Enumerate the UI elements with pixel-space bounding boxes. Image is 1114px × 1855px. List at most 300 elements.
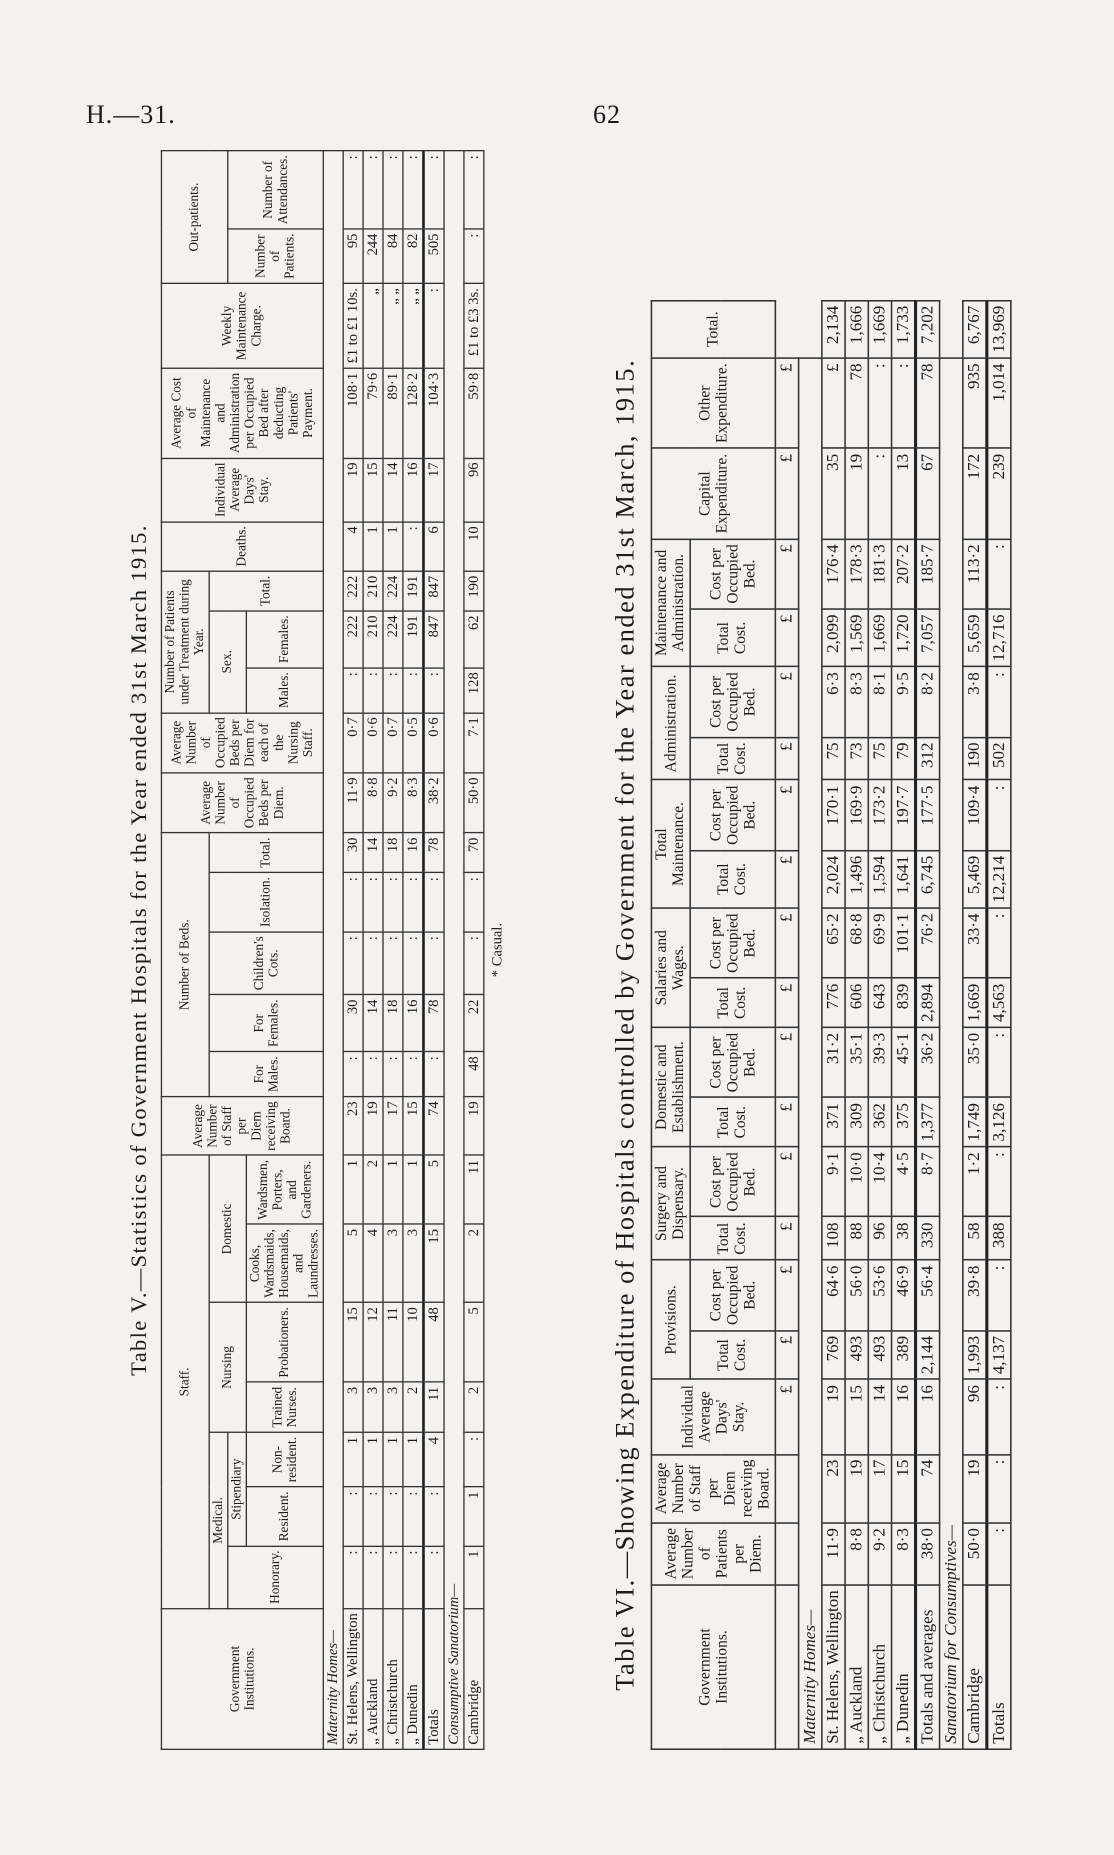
t5-group-staff: Staff. xyxy=(161,1155,209,1608)
t5-col-occ-staff: Average Number of Occupied Beds per Diem for each of the Nursing Staff. xyxy=(161,713,323,773)
t6-cell: 56·4 xyxy=(916,1260,940,1330)
t6-cell: 5,469 xyxy=(963,850,987,908)
t6-unit-cell: £ xyxy=(775,1260,798,1330)
t5-col-pmales: Males. xyxy=(246,668,323,713)
t6-row-3 xyxy=(892,300,916,1749)
t6-col-total-cost: Total Cost. xyxy=(690,978,775,1027)
t5-group-beds: Number of Beds. xyxy=(161,833,209,1097)
t6-cell: 15 xyxy=(845,1380,868,1455)
table-vi-title: Table VI.—Showing Expenditure of Hospitals controlled by Government for the Year ended 31st March, 1915. xyxy=(610,358,640,1691)
t6-cell: : xyxy=(987,539,1011,609)
t5-cell: 78 xyxy=(423,995,444,1052)
t5-cell: : xyxy=(383,1487,403,1546)
t5-cell: 4 xyxy=(423,1432,444,1487)
t6-row-0 xyxy=(822,300,845,1749)
t6-unit-cell: £ xyxy=(775,1330,798,1379)
t5-cell: 48 xyxy=(464,1052,484,1097)
t5-cell: : xyxy=(423,1546,444,1609)
t5-col-nonresident: Non-resident. xyxy=(246,1432,323,1487)
t5-cell: 16 xyxy=(403,833,424,873)
t6-cell: 371 xyxy=(822,1098,845,1147)
t6-cell: 170·1 xyxy=(822,780,845,850)
t5-cell: 59·8 xyxy=(464,368,484,458)
t6-col-total-cost: Total Cost. xyxy=(690,1217,775,1260)
t6-cell: 53·6 xyxy=(868,1260,891,1330)
t6-cell: 50·0 xyxy=(963,1523,987,1585)
t6-unit-cell: £ xyxy=(775,1027,798,1097)
t5-col-weekly: Weekly Maintenance Charge. xyxy=(161,283,323,368)
t6-cell: 606 xyxy=(845,978,868,1027)
t5-cell: 18 xyxy=(383,995,403,1052)
t6-cell: 1,720 xyxy=(892,609,916,667)
t5-cell: 12 xyxy=(363,1303,383,1383)
t5-cell: 10 xyxy=(464,522,484,571)
t6-group-domestic: Domestic and Establishment. xyxy=(651,1027,690,1146)
t5-cell: 16 xyxy=(403,995,424,1052)
t6-cell: 1,993 xyxy=(963,1330,987,1379)
t6-cell: 78 xyxy=(916,358,940,448)
t6-cell: 3,126 xyxy=(987,1098,1011,1147)
t6-cell: 96 xyxy=(868,1217,891,1260)
t6-cell: 7,202 xyxy=(916,300,940,358)
t6-cell: : xyxy=(987,1147,1011,1217)
t6-unit-cell: £ xyxy=(775,850,798,908)
t5-cell: : xyxy=(403,668,424,713)
t5-cell: : xyxy=(423,932,444,995)
t6-group-provisions: Provisions. xyxy=(651,1260,690,1379)
table-vi xyxy=(651,300,1012,1750)
t6-col-total: Total. xyxy=(651,300,775,358)
table-vi-slot xyxy=(596,300,1026,1750)
t5-cell: 224 xyxy=(383,571,403,611)
t6-col-total-cost: Total Cost. xyxy=(690,1098,775,1147)
t5-col-cooks: Cooks, Wardsmaids, Housemaids, and Laundresses. xyxy=(246,1224,323,1302)
table-v-body xyxy=(323,151,484,1750)
t5-cell: 505 xyxy=(423,229,444,284)
t5-col-females: For Females. xyxy=(209,995,323,1052)
t6-unit-cell: £ xyxy=(775,908,798,978)
t6-cell: 39·3 xyxy=(868,1027,891,1097)
t5-cell: : xyxy=(403,873,424,932)
t6-section-maternity: Maternity Homes— xyxy=(799,358,822,1749)
t5-cell: 14 xyxy=(363,995,383,1052)
t5-cell: 3 xyxy=(403,1224,424,1302)
t5-cell: : xyxy=(423,1487,444,1546)
t6-cell: 1,594 xyxy=(868,850,891,908)
t5-cell: 5 xyxy=(343,1224,363,1302)
t6-cell: 19 xyxy=(963,1454,987,1522)
t6-col-cost-bed: Cost per Occupied Bed. xyxy=(690,908,775,978)
t6-row-label: „ Auckland xyxy=(845,1585,868,1749)
t6-col-avg-staff: Average Number of Staff per Diem receiving Board. xyxy=(651,1454,775,1522)
t6-cell: 33·4 xyxy=(963,908,987,978)
t5-col-stay: Individual Average Days' Stay. xyxy=(161,458,323,522)
page-number: 62 xyxy=(593,100,621,129)
t5-row-totals xyxy=(423,151,444,1750)
t6-cell: 8·1 xyxy=(868,667,891,737)
t5-cell: : xyxy=(383,873,403,932)
t5-row-label: „ Auckland xyxy=(363,1609,383,1750)
t5-cell: 38·2 xyxy=(423,773,444,833)
t5-cell: 17 xyxy=(423,458,444,522)
t5-cell: 62 xyxy=(464,611,484,668)
t5-cell: 2 xyxy=(464,1382,484,1432)
t6-group-total-maint: Total Maintenance. xyxy=(651,780,690,908)
t5-cell: 70 xyxy=(464,833,484,873)
t5-cell: : xyxy=(403,1546,424,1609)
t5-cell: 74 xyxy=(423,1097,444,1156)
t6-cell: 67 xyxy=(916,448,940,538)
t5-col-honorary: Honorary. xyxy=(228,1546,324,1609)
t5-cell: 222 xyxy=(343,611,363,668)
t6-cell: 10·0 xyxy=(845,1147,868,1217)
t6-col-cost-bed: Cost per Occupied Bed. xyxy=(690,780,775,850)
t5-cell: 89·1 xyxy=(383,368,403,458)
t5-col-isolation: Isolation. xyxy=(209,873,323,932)
t5-col-institution: Government Institutions. xyxy=(161,1609,323,1750)
t6-cell: 5,659 xyxy=(963,609,987,667)
t6-cell: 2,144 xyxy=(916,1330,940,1379)
t6-cell: 9·1 xyxy=(822,1147,845,1217)
t6-cell: 1,669 xyxy=(868,609,891,667)
t5-cell: 0·7 xyxy=(343,713,363,773)
t6-cell: 12,214 xyxy=(987,850,1011,908)
t6-unit-row xyxy=(775,300,798,1749)
t6-cell: 64·6 xyxy=(822,1260,845,1330)
t5-cell: 23 xyxy=(343,1097,363,1156)
t5-cell: 191 xyxy=(403,571,424,611)
t6-col-total-cost: Total Cost. xyxy=(690,737,775,780)
t5-cell: : xyxy=(383,1052,403,1097)
t6-cell: : xyxy=(987,1380,1011,1455)
t6-cell: 101·1 xyxy=(892,908,916,978)
t5-cell: 11 xyxy=(423,1382,444,1432)
t6-cell: 19 xyxy=(822,1380,845,1455)
t6-cell: 4,137 xyxy=(987,1330,1011,1379)
t6-cell: 493 xyxy=(868,1330,891,1379)
t6-cell: 13 xyxy=(892,448,916,538)
t6-cell: 9·5 xyxy=(892,667,916,737)
t5-cell: 15 xyxy=(403,1097,424,1156)
t5-cell: : xyxy=(423,151,444,229)
t6-cell: 19 xyxy=(845,448,868,538)
t6-cell: 46·9 xyxy=(892,1260,916,1330)
t5-col-pfemales: Females. xyxy=(246,611,323,668)
t6-cell: 76·2 xyxy=(916,908,940,978)
t6-cell: 389 xyxy=(892,1330,916,1379)
t5-col-trained: Trained Nurses. xyxy=(246,1382,323,1432)
t5-cell: 19 xyxy=(363,1097,383,1156)
t5-cell: 3 xyxy=(383,1382,403,1432)
t6-unit-cell: £ xyxy=(775,1217,798,1260)
t5-cell: : xyxy=(363,932,383,995)
t5-cell: : xyxy=(423,668,444,713)
t6-col-cost-bed: Cost per Occupied Bed. xyxy=(690,1027,775,1097)
t6-cell: 6,767 xyxy=(963,300,987,358)
t5-cell: : xyxy=(363,873,383,932)
t6-row-1 xyxy=(845,300,868,1749)
t6-cell: 776 xyxy=(822,978,845,1027)
t6-unit-cell: £ xyxy=(775,978,798,1027)
t6-cell: 35 xyxy=(822,448,845,538)
t5-col-occupied: Average Number of Occupied Beds per Diem. xyxy=(161,773,323,833)
t5-cell: 15 xyxy=(423,1224,444,1302)
t5-col-total: Total. xyxy=(209,833,323,873)
t6-cell: 69·9 xyxy=(868,908,891,978)
t6-cell: 4·5 xyxy=(892,1147,916,1217)
t6-cell: 1,014 xyxy=(987,358,1011,448)
t5-cell: : xyxy=(464,932,484,995)
t6-cell: 58 xyxy=(963,1217,987,1260)
t6-cell: 2,134 xyxy=(822,300,845,358)
table-vi-body xyxy=(775,300,1010,1749)
t5-cell: : xyxy=(343,668,363,713)
t5-cell: 0·5 xyxy=(403,713,424,773)
t5-cell: 16 xyxy=(403,458,424,522)
t5-cell: 847 xyxy=(423,611,444,668)
t5-row-0 xyxy=(343,151,363,1750)
t6-cell: 388 xyxy=(987,1217,1011,1260)
t5-cell: 82 xyxy=(403,229,424,284)
t5-cell: 1 xyxy=(343,1155,363,1224)
t5-cell: 1 xyxy=(383,522,403,571)
t6-cell: 502 xyxy=(987,737,1011,780)
t6-cell: 12,716 xyxy=(987,609,1011,667)
t6-col-cost-bed: Cost per Occupied Bed. xyxy=(690,1260,775,1330)
t6-cell: 78 xyxy=(845,358,868,448)
t5-cell: : xyxy=(363,1546,383,1609)
t6-cell: 169·9 xyxy=(845,780,868,850)
t6-unit-cell xyxy=(775,1454,798,1522)
t5-cell: : xyxy=(343,932,363,995)
t6-cell: 1,669 xyxy=(868,300,891,358)
t5-cell: „ „ xyxy=(403,283,424,368)
t6-cell: 176·4 xyxy=(822,539,845,609)
t6-cell: : xyxy=(987,780,1011,850)
t6-cell: 173·2 xyxy=(868,780,891,850)
t5-group-out: Out-patients. xyxy=(161,151,227,284)
t5-col-attend: Number of Attendances. xyxy=(228,151,324,229)
t6-cell: 7,057 xyxy=(916,609,940,667)
t6-cell: 2,099 xyxy=(822,609,845,667)
t5-col-probationers: Probationers. xyxy=(246,1303,323,1383)
t5-cell: : xyxy=(423,283,444,368)
t5-cell: : xyxy=(363,1487,383,1546)
t6-col-total-cost: Total Cost. xyxy=(690,609,775,667)
t6-cell: 309 xyxy=(845,1098,868,1147)
t6-cell: 17 xyxy=(868,1454,891,1522)
t5-cell: 5 xyxy=(423,1155,444,1224)
t5-cell: 1 xyxy=(343,1432,363,1487)
t5-cell: 11 xyxy=(383,1303,403,1383)
t5-cell: 8·8 xyxy=(363,773,383,833)
page-header xyxy=(86,100,1026,140)
t6-row-2 xyxy=(868,300,891,1749)
t5-cell: 222 xyxy=(343,571,363,611)
t5-cell: 14 xyxy=(383,458,403,522)
t5-cell: 1 xyxy=(363,522,383,571)
t5-row-2 xyxy=(383,151,403,1750)
t6-cell: 74 xyxy=(916,1454,940,1522)
t5-cell: 4 xyxy=(363,1224,383,1302)
t5-cell: : xyxy=(363,151,383,229)
t5-footnote: * Casual. xyxy=(489,922,506,978)
t5-cell: : xyxy=(464,229,484,284)
table-v-slot xyxy=(86,150,546,1750)
t5-cell: 30 xyxy=(343,833,363,873)
t5-cell: : xyxy=(343,1487,363,1546)
t6-col-other: Other Expenditure. xyxy=(651,358,775,448)
t5-cell: 11 xyxy=(464,1155,484,1224)
t6-unit-cell: £ xyxy=(775,780,798,850)
t6-cell: 14 xyxy=(868,1380,891,1455)
t5-cell: : xyxy=(343,151,363,229)
t5-group-patients: Number of Patients under Treatment during Year. xyxy=(161,571,209,713)
t6-cell: : xyxy=(987,1523,1011,1585)
t6-row-totals xyxy=(916,300,940,1749)
t6-cell: 178·3 xyxy=(845,539,868,609)
t6-cell: 35·0 xyxy=(963,1027,987,1097)
t6-cell: 19 xyxy=(845,1454,868,1522)
t5-cell: 847 xyxy=(423,571,444,611)
t6-unit-cell: £ xyxy=(775,737,798,780)
t5-cell: 2 xyxy=(464,1224,484,1302)
t6-cell: 13,969 xyxy=(987,300,1011,358)
t5-cell: : xyxy=(363,1052,383,1097)
t6-group-maint-admin: Maintenance and Administration. xyxy=(651,539,690,667)
t6-unit-cell: £ xyxy=(775,1147,798,1217)
t5-cell: 244 xyxy=(363,229,383,284)
t6-cell: : xyxy=(987,1454,1011,1522)
t6-cell: 75 xyxy=(868,737,891,780)
t5-cell: : xyxy=(423,1052,444,1097)
t5-cell: : xyxy=(464,1432,484,1487)
t6-cell: 207·2 xyxy=(892,539,916,609)
t6-cell: 35·1 xyxy=(845,1027,868,1097)
t6-cell: : xyxy=(892,358,916,448)
t5-cell: 108·1 xyxy=(343,368,363,458)
t5-cell: 128·2 xyxy=(403,368,424,458)
t6-cell: 362 xyxy=(868,1098,891,1147)
t6-col-cost-bed: Cost per Occupied Bed. xyxy=(690,667,775,737)
t6-row-label: Cambridge xyxy=(963,1585,987,1749)
t5-cell: 1 xyxy=(383,1432,403,1487)
t6-cell: 73 xyxy=(845,737,868,780)
t5-col-cots: Children's Cots. xyxy=(209,932,323,995)
t5-cell: 224 xyxy=(383,611,403,668)
t6-cell: 6·3 xyxy=(822,667,845,737)
t5-cell: : xyxy=(403,522,424,571)
t5-row-1 xyxy=(363,151,383,1750)
t5-col-cost: Average Cost of Maintenance and Administration per Occupied Bed after deducting Patients' Payment. xyxy=(161,368,323,458)
t6-unit-cell xyxy=(775,1585,798,1749)
page-reference: H.—31. xyxy=(86,100,176,129)
t6-row-label: Totals and averages xyxy=(916,1585,940,1749)
t5-group-sex: Sex. xyxy=(209,611,246,713)
t5-group-nursing: Nursing xyxy=(209,1303,246,1433)
t6-cell: 177·5 xyxy=(916,780,940,850)
t5-cell: £1 to £1 10s. xyxy=(343,283,363,368)
t6-cell: : xyxy=(868,358,891,448)
t6-cell: 839 xyxy=(892,978,916,1027)
t6-unit-cell xyxy=(775,1523,798,1585)
t5-row-3 xyxy=(403,151,424,1750)
t6-cell: 75 xyxy=(822,737,845,780)
t5-cell: 4 xyxy=(343,522,363,571)
t5-cell: : xyxy=(383,932,403,995)
t5-cell: 3 xyxy=(343,1382,363,1432)
t5-col-resident: Resident. xyxy=(246,1487,323,1546)
t5-cell: : xyxy=(403,151,424,229)
t5-cell: 191 xyxy=(403,611,424,668)
t6-cell: 1,496 xyxy=(845,850,868,908)
t6-cell: 4,563 xyxy=(987,978,1011,1027)
t5-cell: „ „ xyxy=(383,283,403,368)
t6-cell: 8·2 xyxy=(916,667,940,737)
t5-cell: 3 xyxy=(363,1382,383,1432)
t5-row-label: St. Helens, Wellington xyxy=(343,1609,363,1750)
t6-row-label: Totals xyxy=(987,1585,1011,1749)
t6-cell: £ xyxy=(822,358,845,448)
t5-cell: : xyxy=(383,668,403,713)
t5-cell: : xyxy=(383,151,403,229)
t6-cell: 185·7 xyxy=(916,539,940,609)
t5-cell: 19 xyxy=(343,458,363,522)
t6-cell: 9·2 xyxy=(868,1523,891,1585)
t5-cell: 9·2 xyxy=(383,773,403,833)
t6-unit-cell: £ xyxy=(775,667,798,737)
t6-cell: 1,569 xyxy=(845,609,868,667)
t5-cell: „ xyxy=(363,283,383,368)
t6-cell: 8·7 xyxy=(916,1147,940,1217)
t6-unit-cell: £ xyxy=(775,609,798,667)
t5-cell: : xyxy=(464,151,484,229)
table-vi-rotated xyxy=(610,300,1011,1750)
t5-cell: 0·6 xyxy=(423,713,444,773)
t6-cell: 3·8 xyxy=(963,667,987,737)
t6-col-avg-patients: Average Number of Patients per Diem. xyxy=(651,1523,775,1585)
t6-cell: 1·2 xyxy=(963,1147,987,1217)
t6-cell: 79 xyxy=(892,737,916,780)
t6-cell: 113·2 xyxy=(963,539,987,609)
t5-cell: 17 xyxy=(383,1097,403,1156)
t5-cell: 210 xyxy=(363,611,383,668)
t5-cell: 15 xyxy=(343,1303,363,1383)
t6-cell: 330 xyxy=(916,1217,940,1260)
t5-cell: 1 xyxy=(363,1432,383,1487)
t6-cell: 11·9 xyxy=(822,1523,845,1585)
t5-cell: 3 xyxy=(383,1224,403,1302)
t5-cell: 1 xyxy=(403,1155,424,1224)
t6-cell: 65·2 xyxy=(822,908,845,978)
t5-cell: : xyxy=(403,1052,424,1097)
t5-cell: 19 xyxy=(464,1097,484,1156)
t5-cell: 1 xyxy=(403,1432,424,1487)
t5-cell: : xyxy=(343,1546,363,1609)
t6-cell: 8·8 xyxy=(845,1523,868,1585)
t6-cell: 1,749 xyxy=(963,1098,987,1147)
t5-cell: 14 xyxy=(363,833,383,873)
t6-cell: 181·3 xyxy=(868,539,891,609)
t6-cell: 197·7 xyxy=(892,780,916,850)
t6-cell: 172 xyxy=(963,448,987,538)
t5-cell: 8·3 xyxy=(403,773,424,833)
t5-col-ptotal: Total. xyxy=(209,571,323,611)
t5-cell: 6 xyxy=(423,522,444,571)
t5-group-stipendiary: Stipendiary xyxy=(228,1432,247,1546)
t5-cell: : xyxy=(363,668,383,713)
t5-cell: 1 xyxy=(464,1487,484,1546)
